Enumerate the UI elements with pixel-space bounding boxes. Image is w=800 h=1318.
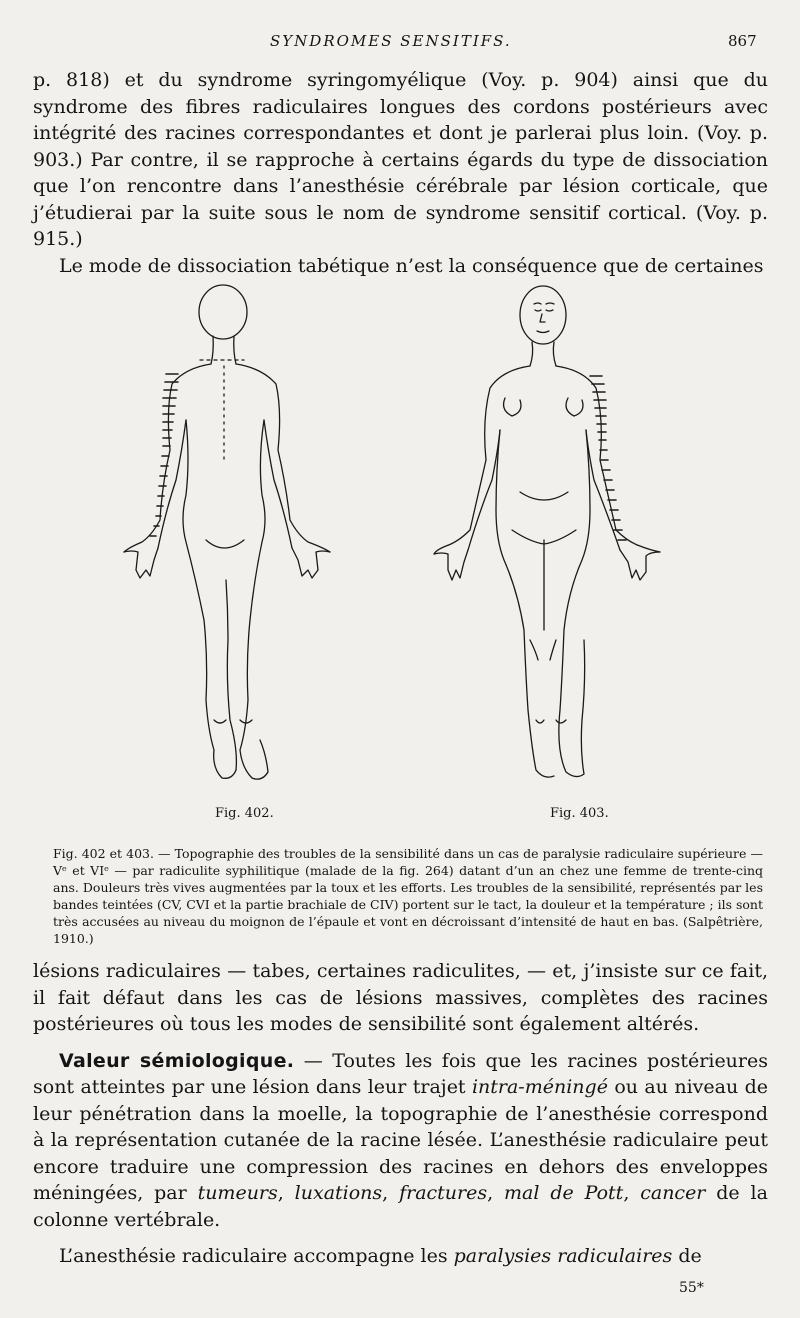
p4-text-e: , xyxy=(487,1182,505,1204)
paragraph-3: lésions radiculaires — tabes, certaines radiculites, — et, j’insiste sur ce fait, il fait défaut dans les cas de lésions massives, complètes des racines postérieures où tous les modes de sensibilité sont également altérés. xyxy=(33,960,768,1035)
p5-italic-1: paralysies radiculaires xyxy=(453,1245,673,1267)
paragraph-1: p. 818) et du syndrome syringomyélique (Voy. p. 904) ainsi que du syndrome des fibres radiculaires longues des cordons postérieurs avec intégrité des racines correspondantes et dont je parlerai plus loin. (Voy. p. 903.) Par contre, il se rapproche à certains égards du type de dissociation que l’on rencontre dans l’anesthésie cérébrale par lésion corticale, que j’étudierai par la suite sous le nom de syndrome sensitif cortical. (Voy. p. 915.) xyxy=(33,69,768,250)
running-head xyxy=(0,32,800,54)
p5-text-b: de xyxy=(672,1245,702,1267)
body-text-top xyxy=(33,67,768,279)
paragraph-5 xyxy=(33,1243,768,1270)
figure-label-402: Fig. 402. xyxy=(215,806,274,821)
p4-italic-2: tumeurs xyxy=(197,1182,278,1204)
p4-italic-3: luxations xyxy=(294,1182,383,1204)
body-text-bottom xyxy=(33,958,768,1270)
p4-text-f: , xyxy=(623,1182,641,1204)
paragraph-2: Le mode de dissociation tabétique n’est la conséquence que de certaines xyxy=(59,254,764,277)
p4-italic-6: cancer xyxy=(640,1182,706,1204)
p4-italic-4: fractures xyxy=(399,1182,488,1204)
back-view-figure xyxy=(124,285,330,779)
figure-anatomical-drawings xyxy=(0,280,800,800)
p4-text-c: , xyxy=(277,1182,295,1204)
figure-caption: Fig. 402 et 403. — Topographie des troubles de la sensibilité dans un cas de paralysie radiculaire supérieure — Vᵉ et VIᵉ — par radiculite syphilitique (malade de la fig. 264) datant d’un an chez une femme de trente-cinq ans. Douleurs très vives augmentées par la toux et les efforts. Les troubles de la sensibilité, représentés par les bandes teintées (CV, CVI et la partie brachiale de CIV) portent sur le tact, la douleur et la température ; ils sont très accusées au niveau du moignon de l’épaule et vont en décroissant d’intensité de haut en bas. (Salpêtrière, 1910.) xyxy=(53,845,763,946)
figure-label-403: Fig. 403. xyxy=(550,806,609,821)
p4-italic-1: intra-méningé xyxy=(471,1076,608,1098)
section-heading: Valeur sémiologique. xyxy=(59,1049,295,1072)
page-number: 867 xyxy=(728,32,757,50)
p4-italic-5: mal de Pott xyxy=(504,1182,624,1204)
figure-drawing xyxy=(0,280,800,800)
p5-text-a: L’anesthésie radiculaire accompagne les xyxy=(59,1245,454,1267)
signature-mark: 55* xyxy=(679,1280,704,1296)
paragraph-4 xyxy=(33,1048,768,1234)
front-view-figure xyxy=(434,286,660,777)
p4-text-d: , xyxy=(382,1182,400,1204)
p4-text-a: — Toutes les fois que les racines postérieures sont atteintes par une lésion dans leur trajet xyxy=(33,1049,768,1098)
running-title: SYNDROMES SENSITIFS. xyxy=(270,32,512,50)
p4-text-g: de la colonne vertébrale. xyxy=(33,1182,768,1231)
p4-text-b: ou au niveau de leur pénétration dans la moelle, la topographie de l’anesthésie correspond à la représentation cutanée de la racine lésée. L’anesthésie radiculaire peut encore traduire une compression des racines en dehors des enveloppes méningées, par xyxy=(33,1076,768,1204)
